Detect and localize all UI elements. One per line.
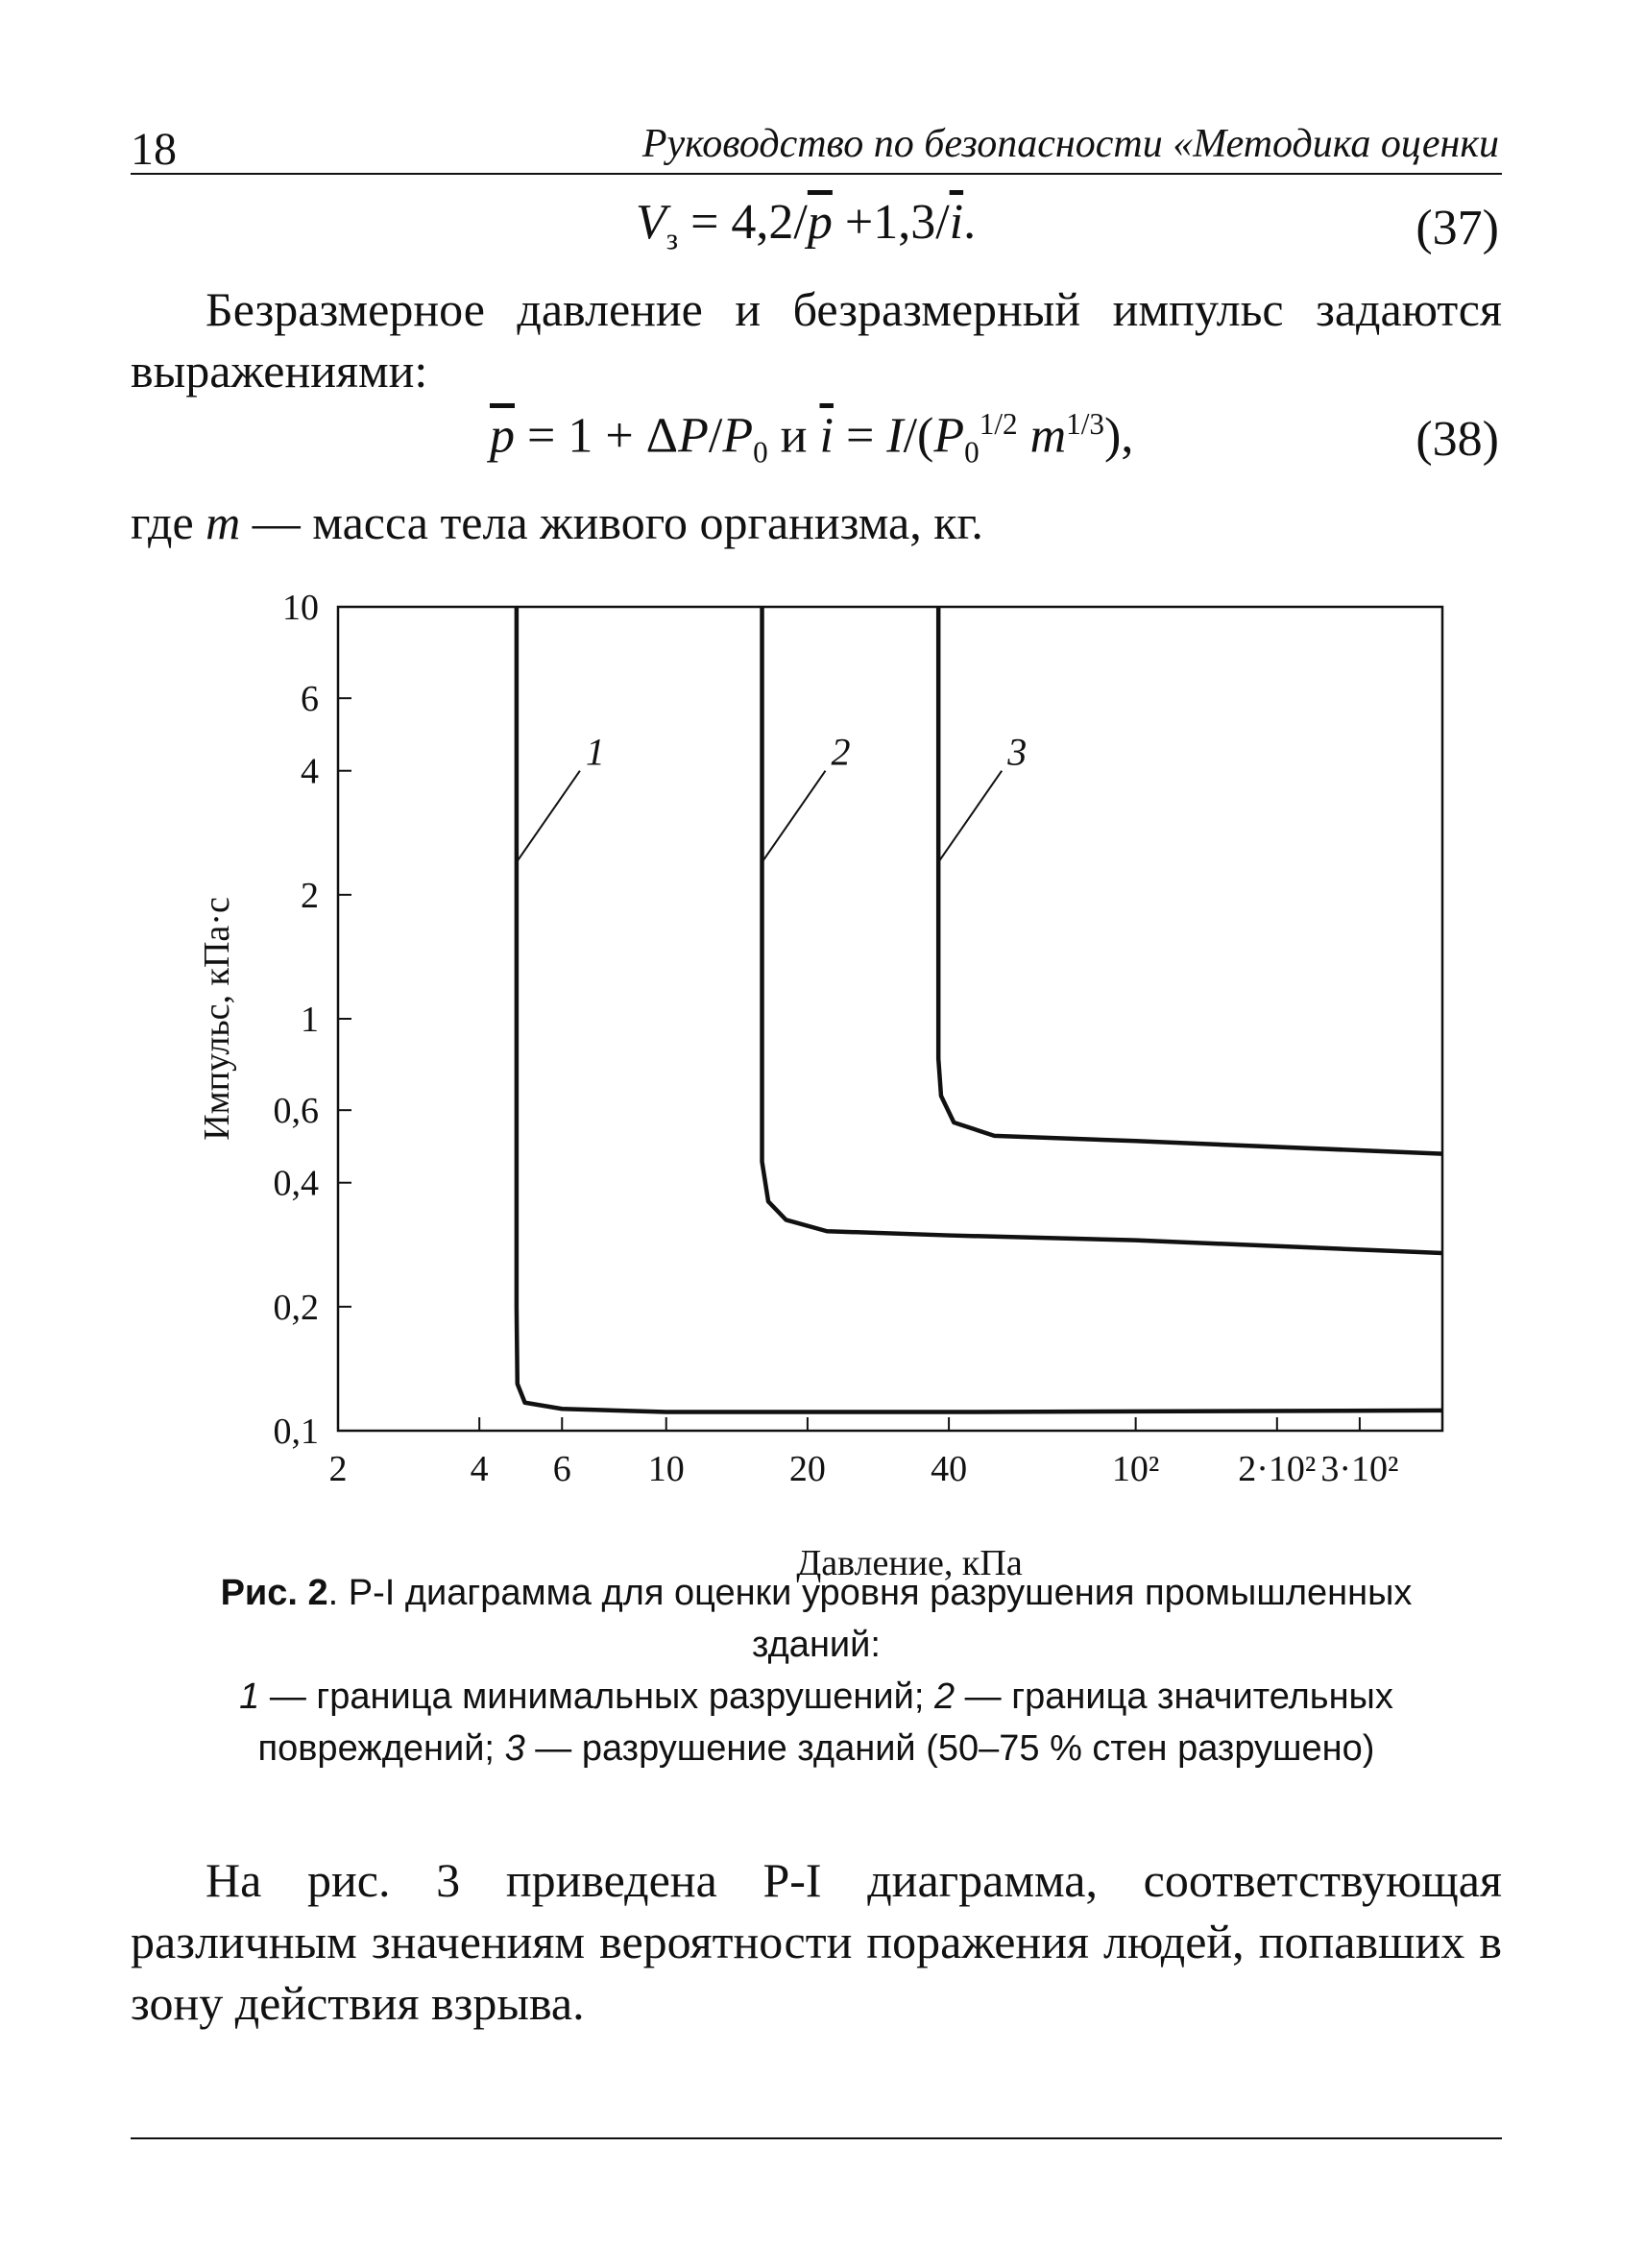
series-3-leader <box>938 771 1002 862</box>
series-2-line <box>762 607 1442 1253</box>
page-number: 18 <box>131 124 177 175</box>
y-tick-label: 0,2 <box>273 1287 319 1328</box>
x-tick-label: 10² <box>1111 1449 1160 1489</box>
x-axis-label: Давление, кПа <box>796 1543 1023 1583</box>
caption-line-1: Рис. 2. Р-I диаграмма для оценки уровня разрушения промышленных <box>220 1573 1413 1613</box>
x-tick-label: 2 <box>328 1449 348 1489</box>
formula-38-number: (38) <box>1415 412 1499 467</box>
plot-area-frame <box>338 607 1442 1431</box>
caption-line-4: повреждений; 3 — разрушение зданий (50–75 % стен разрушено) <box>257 1728 1375 1769</box>
x-tick-label: 6 <box>552 1449 571 1489</box>
footer-rule <box>131 2137 1502 2139</box>
x-tick-label: 4 <box>470 1449 489 1489</box>
series-1-line <box>517 607 1442 1412</box>
figure-caption <box>131 1567 1502 1774</box>
caption-line-2: зданий: <box>752 1625 881 1665</box>
y-tick-label: 1 <box>301 1000 319 1040</box>
x-tick-label: 20 <box>788 1449 826 1489</box>
x-tick-label: 40 <box>931 1449 968 1489</box>
formula-38: $\overline{p} = 1 + \Delta P/P_0$ и $\overline{i} = I/(P_0^{1/2}$ $m^{1/3}$), <box>490 407 1134 470</box>
y-tick-label: 10 <box>282 588 319 628</box>
x-tick-label: 2·10² <box>1238 1449 1317 1489</box>
y-tick-label: 0,4 <box>273 1163 319 1204</box>
paragraph-3: На рис. 3 приведена Р-I диаграмма, соответствующая различным значениям вероятности поражения людей, попавших в зону действия взрыва. <box>131 1853 1502 2030</box>
x-tick-label: 10 <box>647 1449 685 1489</box>
paragraph-2-text: — масса тела живого организма, кг. <box>240 495 983 549</box>
y-tick-label: 2 <box>301 875 319 916</box>
caption-line-3: 1 — граница минимальных разрушений; 2 — граница значительных <box>239 1677 1393 1717</box>
series-1-leader <box>517 771 580 862</box>
paragraph-2: где m — масса тела живого организма, кг. <box>131 495 983 549</box>
y-tick-label: 4 <box>301 751 319 792</box>
series-1-label: 1 <box>585 730 605 774</box>
y-tick-label: 0,1 <box>273 1411 319 1452</box>
x-tick-label: 3·10² <box>1320 1449 1399 1489</box>
pi-diagram-chart <box>0 576 1645 1584</box>
caption-label: Рис. 2 <box>220 1573 328 1613</box>
running-title: Руководство по безопасности «Методика оценки <box>641 122 1499 166</box>
series-3-line <box>938 607 1442 1154</box>
paragraph-1: Безразмерное давление и безразмерный импульс задаются выражениями: <box>131 282 1502 398</box>
formula-37-number: (37) <box>1415 201 1499 255</box>
y-tick-label: 6 <box>301 679 319 720</box>
header-rule <box>131 173 1502 175</box>
series-2-label: 2 <box>831 730 851 774</box>
series-2-leader <box>762 771 826 862</box>
y-axis-label: Импульс, кПа·с <box>197 897 237 1141</box>
formula-37: $V_з = 4,2/\overline{p} +1,3/\overline{i}$. <box>636 195 977 256</box>
y-tick-label: 0,6 <box>273 1091 319 1132</box>
series-3-label: 3 <box>1007 730 1028 774</box>
